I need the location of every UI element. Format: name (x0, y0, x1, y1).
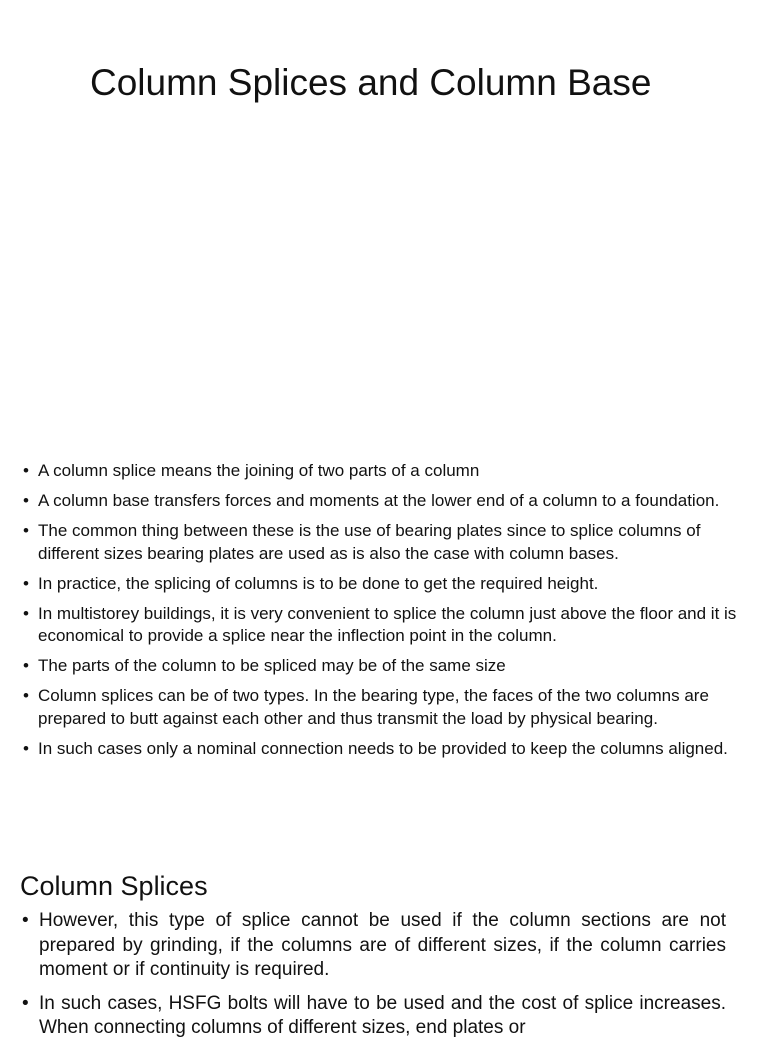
bullet-item: • A column base transfers forces and moments at the lower end of a column to a foundation. (20, 490, 762, 513)
bullet-list-splices (20, 909, 726, 1050)
page-title: Column Splices and Column Base (90, 62, 652, 103)
bullet-item: • The parts of the column to be spliced may be of the same size (20, 655, 762, 678)
bullet-item: • However, this type of splice cannot be used if the column sections are not prepared by grinding, if the columns are of different sizes, if the column carries moment or if continuity is required. (20, 909, 726, 983)
bullet-item: • In such cases, HSFG bolts will have to be used and the cost of splice increases. When connecting columns of different sizes, end plates or (20, 992, 726, 1041)
bullet-item: • A column splice means the joining of two parts of a column (20, 460, 762, 483)
bullet-item: • Column splices can be of two types. In the bearing type, the faces of the two columns are prepared to butt against each other and thus transmit the load by physical bearing. (20, 685, 762, 730)
bullet-item: • In such cases only a nominal connection needs to be provided to keep the columns aligned. (20, 738, 762, 761)
bullet-list-intro (20, 460, 762, 768)
bullet-item: • In multistorey buildings, it is very convenient to splice the column just above the floor and it is economical to provide a splice near the inflection point in the column. (20, 603, 762, 648)
bullet-item: • In practice, the splicing of columns is to be done to get the required height. (20, 573, 762, 596)
section-title: Column Splices (20, 871, 208, 901)
bullet-item: • The common thing between these is the use of bearing plates since to splice columns of different sizes bearing plates are used as is also the case with column bases. (20, 520, 762, 565)
